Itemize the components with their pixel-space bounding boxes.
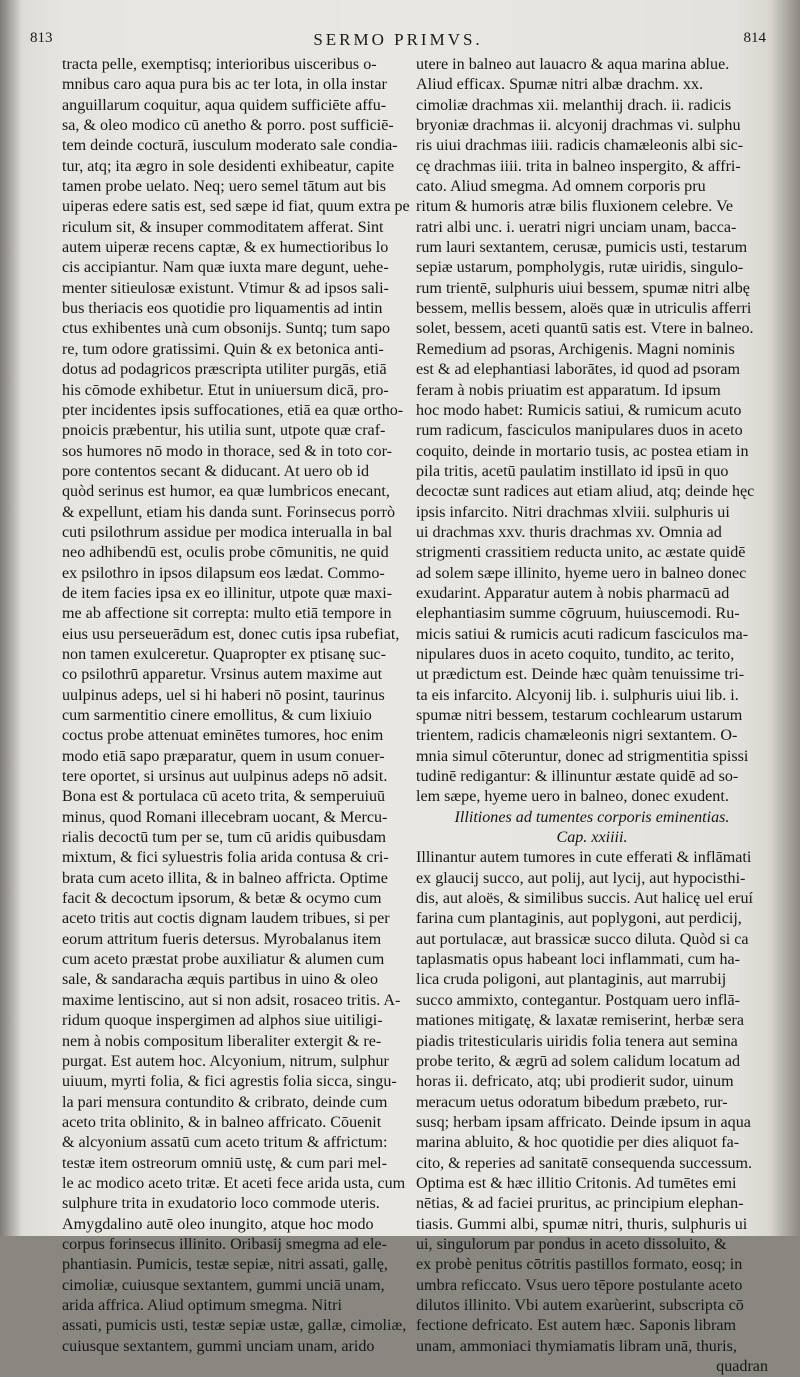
text-line: sos humores nō modo in thorace, sed & in toto cor- [62,442,392,460]
text-line: cuti psilothrum assidue per modica interualla in bal [62,523,393,541]
text-line: pnoicis præbentur, his utilia sunt, utpote quæ craf- [62,422,386,440]
catchword: quadran [716,1358,768,1375]
text-line: solet, bessem, aceti quantū satis est. Vtere in balneo. [416,320,754,338]
text-line: menter sitieulosæ existunt. Vtimur & ad ipsos sali- [62,279,389,297]
text-line: his cōmode exhibetur. Etut in uniuersum dicā, pro- [62,381,389,399]
text-line: corpus forinsecus illinito. Oribasij smegma ad ele- [62,1235,387,1253]
page-edge-shadow [770,0,800,1236]
text-line: brata cum aceto illita, & in balneo affricta. Optime [62,869,388,887]
text-line: micis satiui & rumicis acuti radicum fasciculos ma- [416,625,749,643]
text-line: spumæ nitri bessem, testarum cochlearum ustarum [416,707,743,724]
text-line: cato. Aliud smegma. Ad omnem corporis pru [416,178,706,196]
text-line: lem sæpe, hyeme uero in balneo, donec exudent. [416,788,729,806]
text-line: nipulares duos in aceto coquito, tundito, ac terito, [416,645,735,663]
text-line: exudarint. Apparatur autem à nobis pharmacū ad [416,584,730,602]
text-line: trientem, radicis chamæleonis nigri sextantem. O- [416,727,738,745]
text-line: succo ammixto, contegantur. Postquam uero inflā- [416,991,741,1009]
text-line: tamen probe uelato. Neq; uero semel tātum aut bis [62,178,387,196]
text-line: phantiasin. Pumicis, testæ sepiæ, nitri assati, gallę, [62,1256,388,1274]
text-line: Remedium ad psoras, Archigenis. Magni nominis [416,340,735,358]
text-line: pila tritis, acetū paulatim instillato id ipsū in quo [416,462,729,480]
text-line: rum lauri sextantem, cerusæ, pumicis usti, testarum [416,239,748,257]
text-line: est & ad elephantiasi laborātes, id quod ad psoram [416,361,741,379]
right-column-upper-text [416,55,768,808]
text-line: fectione defricato. Est autem hæc. Saponis libram [416,1317,736,1335]
text-line: neo adhibendū est, oculis probe cōmunitis, ne quid [62,544,389,562]
text-line: mnibus caro aqua pura bis ac ter lota, in olla instar [62,76,387,94]
text-line: testæ item ostreorum omniū ustę, & cum pari mel- [62,1154,387,1172]
text-line: rum radicum, fasciculos manipulares duos in aceto [416,422,743,440]
text-line: cito, & reperies ad sanitatē consequenda successum. [416,1154,753,1172]
text-line: sale, & sandaracha æquis partibus in uino & oleo [62,971,378,989]
text-line: dis, aut aloës, & similibus succis. Aut halicę uel eruí [416,890,754,908]
text-line: cum aceto præstat probe auxiliatur & alumen cum [62,951,385,969]
text-line: rialis decoctū tum per se, tum cū aridis quibusdam [62,829,387,847]
text-line: & alcyonium assatū cum aceto tritum & affrictum: [62,1134,388,1152]
text-line: ctus exhibentes unà cum obsonijs. Suntq; tum sapo [62,320,391,338]
page-header [30,30,766,56]
text-line: me ab affectione sit correpta: multo etiā tempore in [62,605,392,623]
text-line: ris uiui drachmas iiii. radicis chamæleonis albi sic- [416,137,744,155]
text-line: minus, quod Romani illecebram uocant, & Mercu- [62,808,388,826]
text-line: bus theriacis eos quotidie pro liquamentis ad intin [62,300,383,318]
text-line: pter incidentes ipsis suffocationes, etiā ea quæ ortho- [62,401,404,419]
text-line: aut portulacæ, aut brassicæ succo diluta. Quòd si ca [416,930,749,948]
text-line: mnia simul cōteruntur, donec ad strigmentitia spissi [416,747,749,765]
text-line: elephantiasim summe cōgruum, huiuscemodi. Ru- [416,605,740,623]
text-line: quòd serinus est humor, ea quæ lumbricos enecant, [62,483,390,501]
text-line: Illinantur autem tumores in cute efferati & inflāmati [416,849,752,867]
text-line: ui drachmas xxv. thuris drachmas xv. Omnia ad [416,523,722,541]
text-line: cum sarmentitio cinere emollitus, & cum lixiuio [62,707,372,724]
text-line: feram à nobis priuatim est apparatum. Id ipsum [416,381,721,399]
left-text-column [62,55,408,1357]
text-line: bessem, mellis bessem, aloës quæ in utriculis afferri [416,300,752,318]
text-line: taplasmatis opus habeant loci inflammati, cum ha- [416,951,741,969]
text-line: ridum quoque inspergimen ad alphos siue uitiligi- [62,1012,383,1030]
right-column-lower-text [416,848,768,1357]
section-heading: Illitiones ad tumentes corporis eminentias. [454,808,730,826]
text-line: assati, pumicis usti, testæ sepiæ ustæ, gallæ, cimoliæ, [62,1317,407,1335]
text-line: re, tum odore gratissimi. Quin & ex betonica anti- [62,340,384,358]
text-line: autem uiperæ recens captæ, & ex humectioribus lo [62,239,389,257]
text-line: horas ii. defricato, atq; ubi prodierit sudor, uinum [416,1073,734,1091]
text-line: dotus ad podagricos præscripta utiliter purgās, etiā [62,361,387,379]
text-line: modo etiā sapo præparatur, quem in usum conuer- [62,747,385,765]
text-line: tracta pelle, exemptisq; interioribus uisceribus o- [62,56,377,73]
text-line: facit & decoctum ipsorum, & betæ & ocymo cum [62,890,382,908]
text-line: Optima est & hæc illitio Critonis. Ad tumētes emi [416,1174,737,1192]
text-line: ad solem sæpe illinito, hyeme uero in balneo donec [416,564,747,582]
text-line: decoctæ sunt radices aut etiam aliud, atq; deinde hęc [416,483,755,501]
text-line: unam, ammoniaci thymiamatis libram unā, thuris, [416,1337,737,1355]
text-line: tudinē redigantur: & illinuntur æstate quidē ad so- [416,768,739,786]
text-line: coctus probe attenuat eminētes tumores, hoc enim [62,727,384,745]
text-line: sepiæ ustarum, pompholygis, rutæ uiridis, singulo- [416,259,744,277]
text-line: rum trientē, sulphuris uiui bessem, spumæ nitri albę [416,279,750,297]
text-line: tere oportet, si ursinus aut uulpinus adeps nō adsit. [62,768,388,786]
text-line: purgat. Est autem hoc. Alcyonium, nitrum, sulphur [62,1052,389,1070]
text-line: de item facies ipsa ex eo illinitur, utpote quæ maxi- [62,584,393,602]
text-line: umbra reficcato. Vsus uero tēpore postulante aceto [416,1276,743,1294]
text-line: lica cruda poligoni, aut plantaginis, aut marrubij [416,971,727,989]
text-line: arida affrica. Aliud optimum smegma. Nitri [62,1296,342,1314]
text-line: non tamen exulceretur. Quapropter ex ptisanę suc- [62,645,386,663]
text-line: aceto trita oblinito, & in balneo affricato. Cōuenit [62,1113,382,1131]
text-line: meracum uetus odoratum bibedum præbeto, rur- [416,1093,728,1111]
text-line: co psilothrū apparetur. Vrsinus autem maxime aut [62,666,383,684]
text-line: cimoliæ, cuiusque sextantem, gummi unciā unam, [62,1276,385,1294]
text-line: ut prædictum est. Deinde hæc quàm tenuissime tri- [416,666,745,684]
text-line: le ac modico aceto tritæ. Et aceti fece arida usta, cum [62,1174,406,1192]
text-line: cis accipiantur. Nam quæ iuxta mare degunt, uehe- [62,259,389,277]
text-line: Bona est & portulaca cū aceto trita, & semperuiuū [62,788,386,806]
text-line: cimoliæ drachmas xii. melanthij drach. ii. radicis [416,96,732,114]
text-line: pore contentos secant & diducant. At uero ob id [62,462,370,480]
page-number-left: 813 [30,30,53,46]
text-line: la pari mensura contundito & cribrato, deinde cum [62,1093,388,1111]
chapter-number: Cap. xxiiii. [556,829,628,847]
text-line: farina cum plantaginis, aut poplygoni, aut perdicij, [416,910,742,928]
text-line: maxime lentiscino, aut si non adsit, rosaceo tritis. A- [62,991,401,1009]
text-line: uiperas edere satis est, sed sæpe id fiat, quum extra pe [62,198,410,216]
text-line: uulpinus adeps, uel si hi haberi nō posint, taurinus [62,686,385,704]
text-line: Amygdalino autē oleo inungito, atque hoc modo [62,1215,374,1233]
text-line: piadis tritesticularis uiridis folia tenera aut semina [416,1032,738,1050]
text-line: eius usu perseuerādum est, donec cutis ipsa rubefiat, [62,625,400,643]
text-line: bryoniæ drachmas ii. alcyonij drachmas vi. sulphu [416,117,741,135]
text-line: probe terito, & ægrū ad solem calidum locatum ad [416,1052,741,1070]
page-number-right: 814 [743,30,766,46]
text-line: nētias, & ad faciei pruritus, ac principium elephan- [416,1195,744,1213]
text-line: & expellunt, etiam his danda sunt. Forinsecus porrò [62,503,395,521]
text-line: utere in balneo aut lauacro & aqua marina ablue. [416,56,730,73]
right-text-column [416,55,768,1377]
text-line: cuiusque sextantem, gummi unciam unam, arido [62,1337,375,1355]
text-line: riculum sit, & insuper commoditatem afferat. Sint [62,218,384,236]
text-line: ex glaucij succo, aut polij, aut lycij, aut hypocisthi- [416,869,746,887]
text-line: ex psilothro in ipsos dilapsum eos lædat. Commo- [62,564,385,582]
text-line: hoc modo habet: Rumicis satiui, & rumicum acuto [416,401,742,419]
text-line: mixtum, & fici syluestris folia arida contusa & cri- [62,849,389,867]
text-line: ex probè penitus cōtritis pastillos formato, eosq; in [416,1256,743,1274]
text-line: nem à nobis compositum liberaliter extergit & re- [62,1032,382,1050]
text-line: ui, singulorum par pondus in aceto dissoluito, & [416,1235,727,1253]
text-line: Aliud efficax. Spumæ nitri albæ drachm. xx. [416,76,704,94]
text-line: uiuum, myrti folia, & fici agrestis folia sicca, singu- [62,1073,397,1091]
text-line: dilutos illinito. Vbi autem exarùerint, subscripta cō [416,1296,744,1314]
text-line: tem deinde cocturā, iusculum moderato sale condia- [62,137,398,155]
text-line: eorum attritum fueris detersus. Myrobalanus item [62,930,382,948]
text-line: susq; herbam ipsam affricato. Deinde ipsum in aqua [416,1113,751,1131]
text-line: ipsis infarcito. Nitri drachmas xlviii. sulphuris ui [416,503,730,521]
text-line: aceto tritis aut coctis dignam laudem tribues, si per [62,910,390,928]
text-line: ritum & humoris atræ bilis fluxionem celebre. Ve [416,198,734,216]
text-line: tiasis. Gummi albi, spumæ nitri, thuris, sulphuris ui [416,1215,748,1233]
text-line: mationes mitigatę, & laxatæ remiserint, herbæ sera [416,1012,745,1030]
text-line: tur, atq; ita ægro in sole desidenti exhibeatur, capite [62,157,395,175]
text-line: ta eis infarcito. Alcyonij lib. i. sulphuris uiui lib. i. [416,686,739,704]
text-line: marina abluito, & hoc quotidie per dies aliquot fa- [416,1134,740,1152]
text-line: cę drachmas iiii. trita in balneo inspergito, & affri- [416,157,741,175]
text-line: sa, & oleo modico cū anetho & porro. post sufficiē- [62,117,394,135]
page-gutter-shadow [0,0,22,1236]
running-title: SERMO PRIMVS. [313,30,483,49]
text-line: strigmenti crassitiem reducta unito, ac æstate quidē [416,544,746,562]
text-line: coquito, deinde in mortario tusis, ac postea etiam in [416,442,749,460]
text-line: ratri albi unc. i. ueratri nigri unciam unam, bacca- [416,218,737,236]
text-line: anguillarum coquitur, aqua quidem sufficiēte affu- [62,96,387,114]
text-line: sulphure trita in exudatorio loco commode uteris. [62,1195,380,1213]
